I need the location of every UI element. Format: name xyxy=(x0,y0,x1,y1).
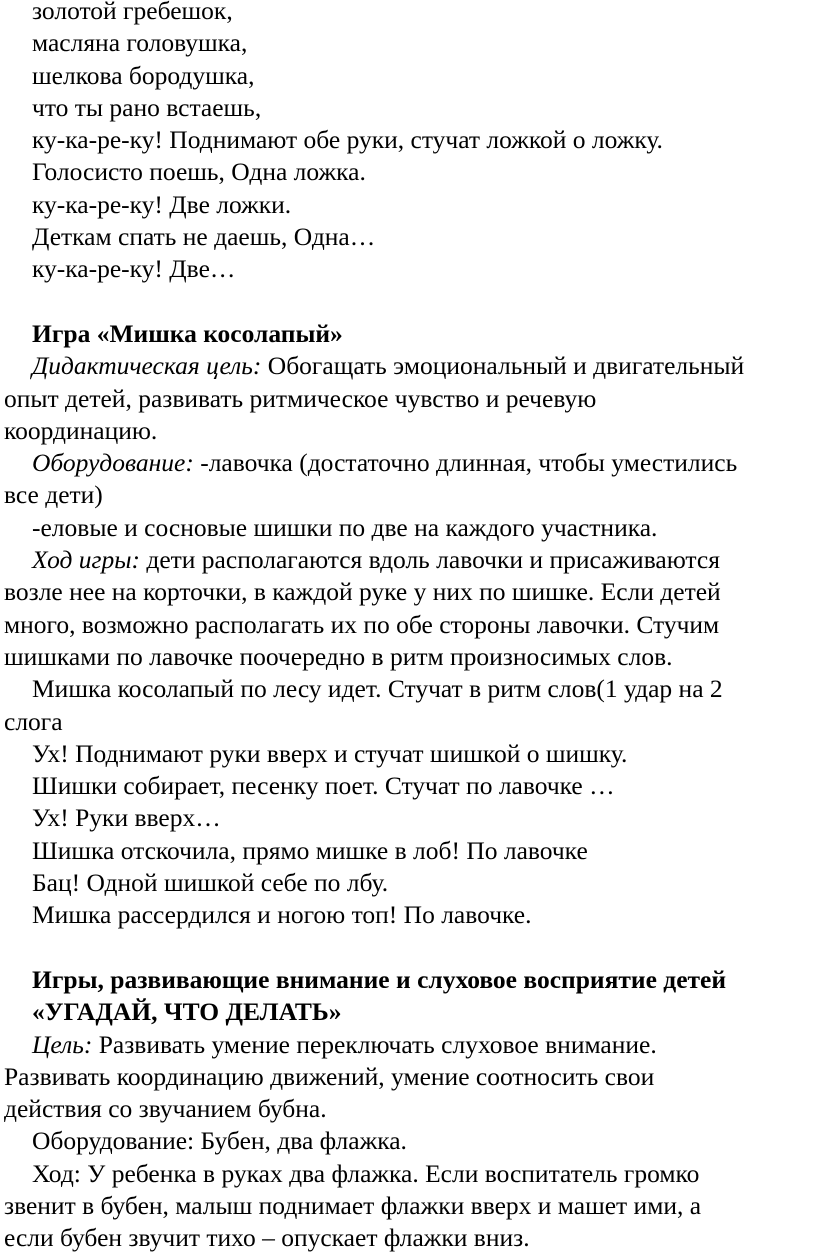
blank-line xyxy=(4,286,796,318)
poem-line: масляна головушка, xyxy=(32,28,248,58)
poem-line: Деткам спать не даешь, Одна… xyxy=(32,222,376,252)
game1-course-line: возле нее на корточки, в каждой руке у них по шишке. Если детей xyxy=(4,577,721,607)
poem-line: ку-ка-ре-ку! Две ложки. xyxy=(32,189,292,219)
game1-verse-line: Бац! Одной шишкой себе по лбу. xyxy=(32,868,389,898)
game1-equipment-label: Оборудование: xyxy=(32,448,194,478)
game1-verse-line: Ух! Руки вверх… xyxy=(32,803,221,833)
game1-goal-line: координацию. xyxy=(4,415,158,445)
game1-verse-line: Шишки собирает, песенку поет. Стучат по лавочке … xyxy=(32,771,615,801)
game2-goal-label: Цель: xyxy=(32,1029,93,1059)
game1-course-text: дети располагаются вдоль лавочки и присаживаются xyxy=(139,545,720,575)
game1-course-line: много, возможно располагать их по обе стороны лавочки. Стучим xyxy=(4,609,720,639)
game1-equipment-line: все дети) xyxy=(4,480,103,510)
game2-course-line: если бубен звучит тихо – опускает флажки вниз. xyxy=(4,1223,530,1253)
poem-line: Голосисто поешь, Одна ложка. xyxy=(32,157,366,187)
game1-course-line: шишками по лавочке поочередно в ритм произносимых слов. xyxy=(4,641,673,671)
game2-goal-line: действия со звучанием бубна. xyxy=(4,1094,327,1124)
game1-verse-line: Шишка отскочила, прямо мишке в лоб! По лавочке xyxy=(32,835,588,865)
game1-goal-line: опыт детей, развивать ритмическое чувство и речевую xyxy=(4,383,597,413)
game1-equipment-text: -лавочка (достаточно длинная, чтобы уместились xyxy=(193,448,738,478)
poem-line: что ты рано встаешь, xyxy=(32,92,262,122)
game1-course-line xyxy=(4,544,796,576)
game1-goal-line xyxy=(4,350,796,382)
game2-course-line: Ход: У ребенка в руках два флажка. Если воспитатель громко xyxy=(32,1158,700,1188)
game2-equipment-line: Оборудование: Бубен, два флажка. xyxy=(32,1126,407,1156)
game1-verse-line: Ух! Поднимают руки вверх и стучат шишкой о шишку. xyxy=(32,738,628,768)
poem-line: ку-ка-ре-ку! Поднимают обе руки, стучат ложкой о ложку. xyxy=(32,125,663,155)
game1-course-label: Ход игры: xyxy=(32,545,140,575)
game2-course-line: звенит в бубен, малыш поднимает флажки вверх и машет ими, а xyxy=(4,1190,702,1220)
game1-equipment-line xyxy=(4,447,796,479)
poem-line: ку-ка-ре-ку! Две… xyxy=(32,254,236,284)
game1-goal-text: Обогащать эмоциональный и двигательный xyxy=(261,351,745,381)
game2-title: «УГАДАЙ, ЧТО ДЕЛАТЬ» xyxy=(32,997,342,1027)
game1-verse-line: слога xyxy=(4,706,63,736)
game1-goal-label: Дидактическая цель: xyxy=(32,351,262,381)
game2-section-title: Игры, развивающие внимание и слуховое восприятие детей xyxy=(32,964,727,994)
poem-line: шелкова бородушка, xyxy=(32,60,255,90)
poem-line: золотой гребешок, xyxy=(32,0,233,25)
game2-goal-text: Развивать умение переключать слуховое внимание. xyxy=(92,1029,657,1059)
game1-equipment-line: -еловые и сосновые шишки по две на каждого участника. xyxy=(32,512,658,542)
game1-verse-line: Мишка косолапый по лесу идет. Стучат в ритм слов(1 удар на 2 xyxy=(32,674,723,704)
game1-verse-line: Мишка рассердился и ногою топ! По лавочке. xyxy=(32,900,532,930)
blank-line xyxy=(4,932,796,964)
game2-goal-line: Развивать координацию движений, умение соотносить свои xyxy=(4,1061,655,1091)
game2-goal-line xyxy=(4,1029,796,1061)
game1-title: Игра «Мишка косолапый» xyxy=(32,318,343,348)
